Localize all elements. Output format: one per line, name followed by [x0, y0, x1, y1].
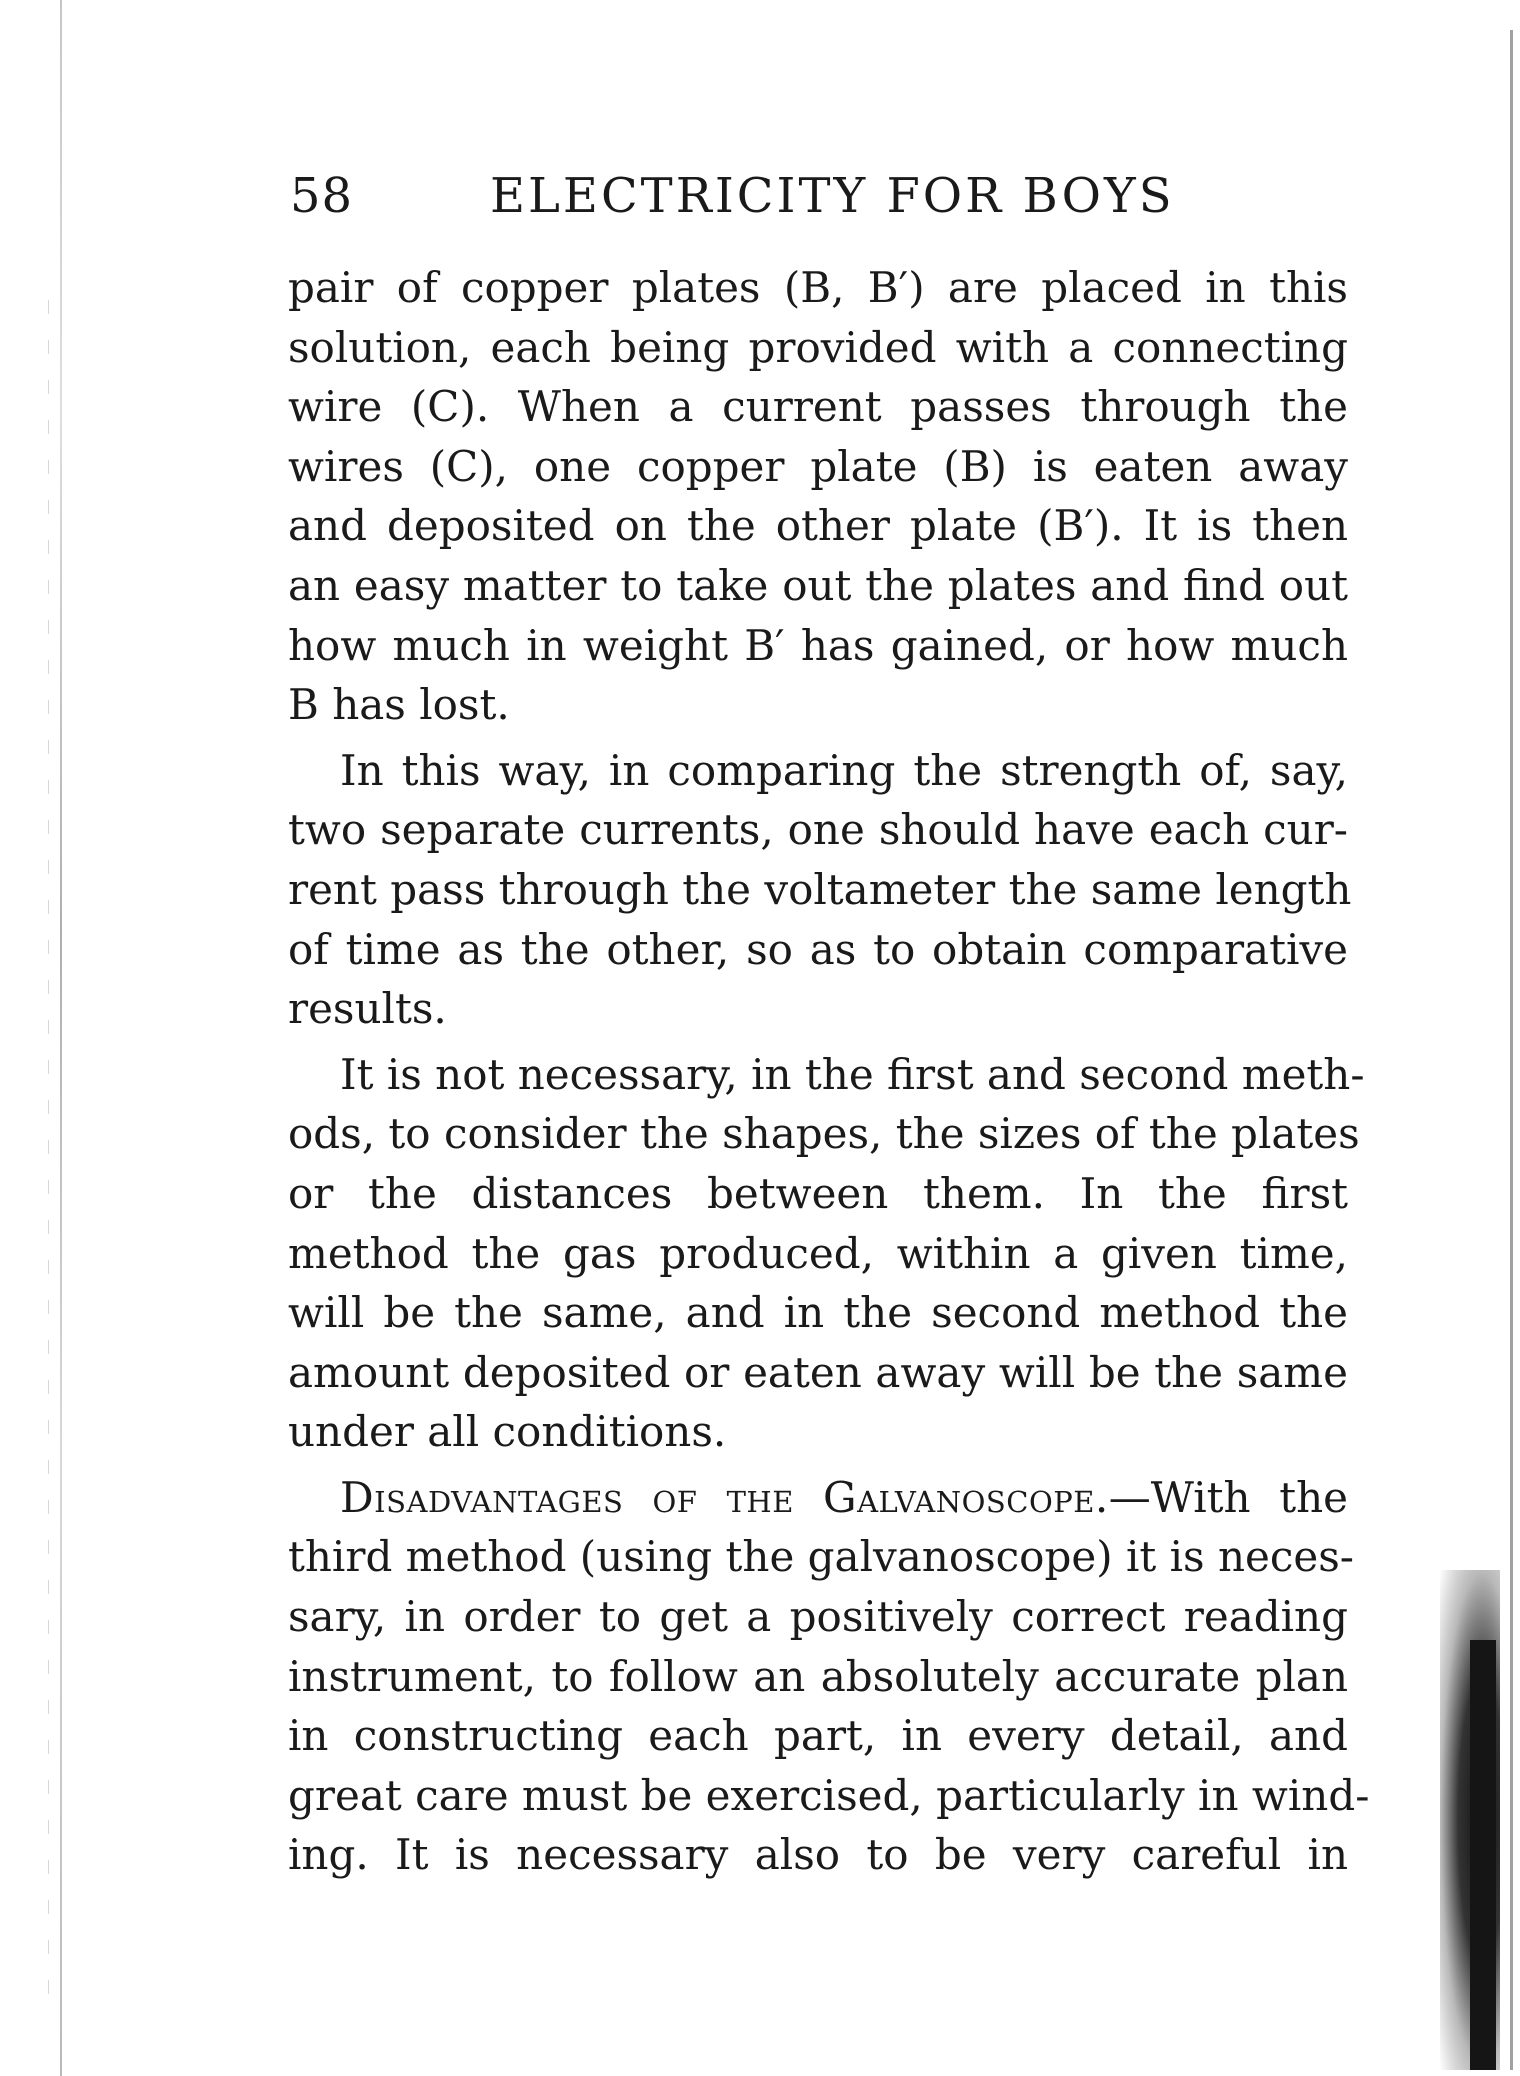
- heading-continuation: —With the: [1108, 1472, 1348, 1522]
- body-text: [288, 258, 1370, 1885]
- text-line: amount deposited or eaten away will be the same: [288, 1347, 1348, 1397]
- text-line: how much in weight B′ has gained, or how much: [288, 620, 1348, 670]
- paragraph-1: [288, 258, 1348, 735]
- text-line: an easy matter to take out the plates and find out: [288, 560, 1348, 610]
- scan-gutter-speckle: [48, 300, 49, 2000]
- text-line: under all conditions.: [288, 1407, 727, 1457]
- text-line: results.: [288, 984, 447, 1034]
- paragraph-2: [288, 741, 1352, 1039]
- text-line: wire (C). When a current passes through the: [288, 382, 1348, 432]
- text-line: It is not necessary, in the first and second meth-: [340, 1049, 1365, 1099]
- text-line: method the gas produced, within a given time,: [288, 1228, 1348, 1278]
- text-line: sary, in order to get a positively correct reading: [288, 1592, 1348, 1642]
- text-line: B has lost.: [288, 680, 510, 730]
- text-line: [288, 1468, 1348, 1528]
- text-line: In this way, in comparing the strength of, say,: [340, 745, 1348, 795]
- text-line: solution, each being provided with a connecting: [288, 322, 1348, 372]
- text-line: rent pass through the voltameter the same length: [288, 864, 1352, 914]
- text-line: wires (C), one copper plate (B) is eaten away: [288, 441, 1348, 491]
- text-line: instrument, to follow an absolutely accurate plan: [288, 1651, 1348, 1701]
- paragraph-3: [288, 1045, 1365, 1462]
- text-line: will be the same, and in the second method the: [288, 1288, 1348, 1338]
- text-line: of time as the other, so as to obtain comparative: [288, 924, 1348, 974]
- text-line: and deposited on the other plate (B′). It is then: [288, 501, 1348, 551]
- text-line: or the distances between them. In the first: [288, 1168, 1348, 1218]
- running-title: ELECTRICITY FOR BOYS: [490, 168, 1175, 224]
- text-line: two separate currents, one should have each cur-: [288, 805, 1348, 855]
- scan-gutter-line: [60, 0, 62, 2076]
- running-head: [290, 168, 1350, 228]
- page-number: 58: [290, 168, 354, 224]
- section-heading: Disadvantages of the Galvanoscope.: [340, 1472, 1109, 1522]
- scan-page-edge: [1510, 30, 1513, 2070]
- scan-edge-shadow-core: [1470, 1640, 1496, 2070]
- text-line: pair of copper plates (B, B′) are placed in this: [288, 263, 1348, 312]
- text-line: third method (using the galvanoscope) it is neces-: [288, 1532, 1354, 1582]
- text-line: in constructing each part, in every detail, and: [288, 1711, 1348, 1761]
- text-line: ing. It is necessary also to be very careful in: [288, 1830, 1348, 1880]
- text-line: ods, to consider the shapes, the sizes of the plates: [288, 1109, 1360, 1159]
- text-line: great care must be exercised, particularly in wind-: [288, 1770, 1370, 1820]
- paragraph-4: [288, 1468, 1370, 1885]
